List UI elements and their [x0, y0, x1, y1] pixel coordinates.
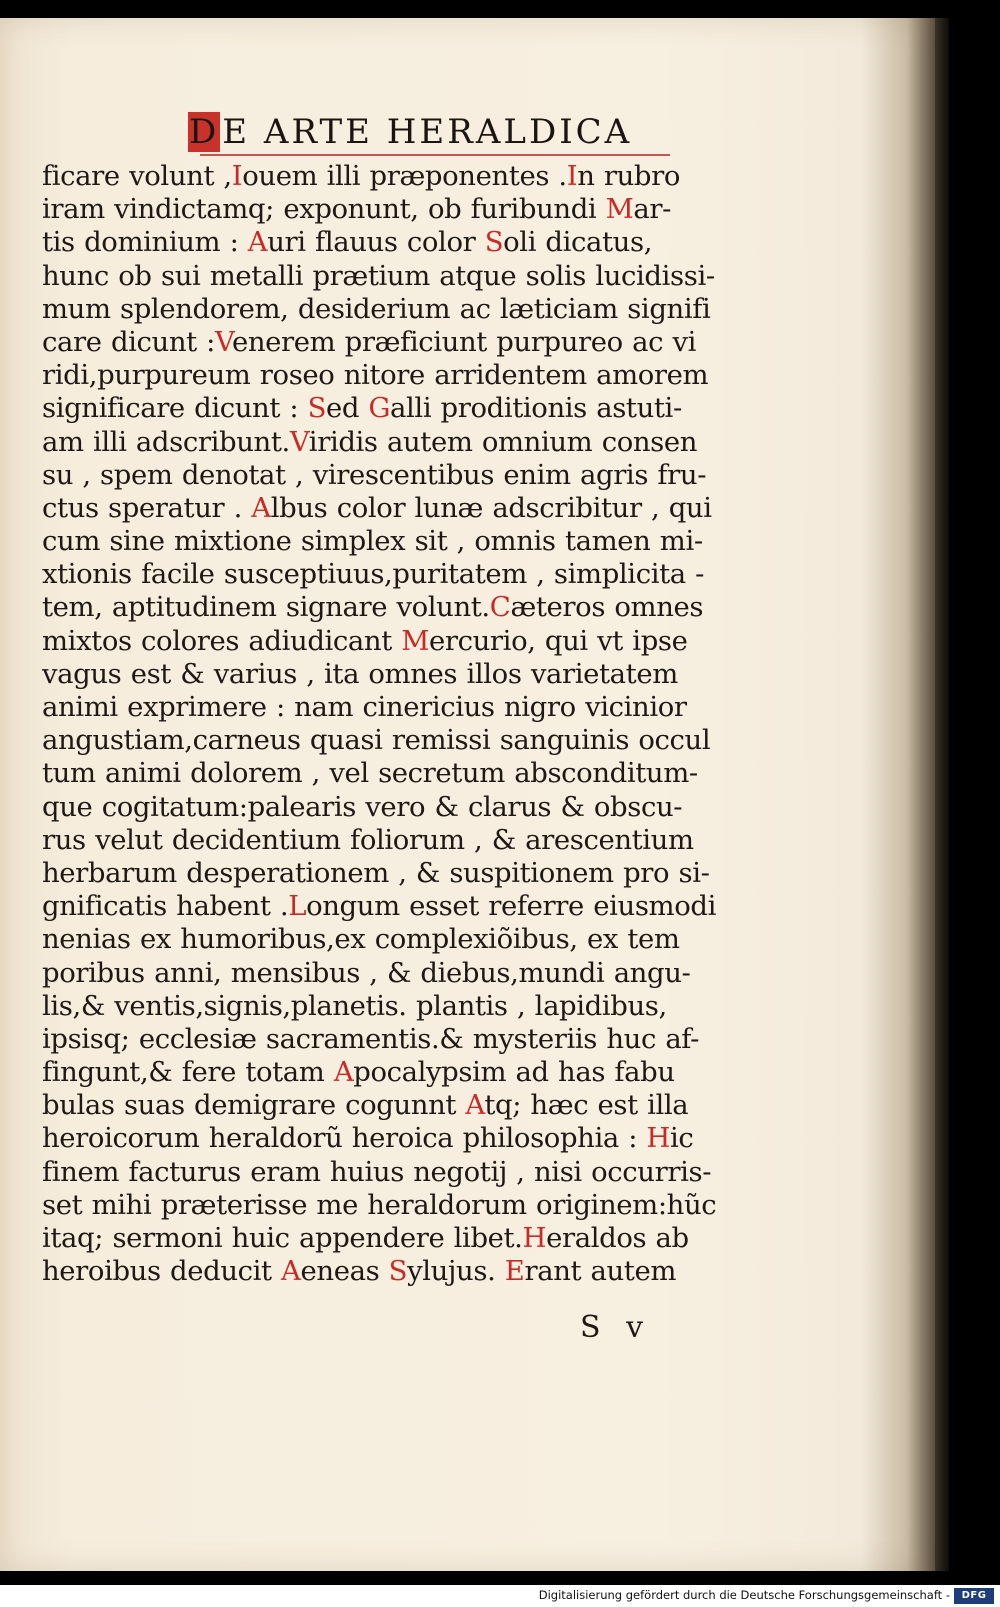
text-run: heroicorum heraldorũ heroica philosophia :	[42, 1122, 647, 1155]
text-run: significare dicunt :	[42, 392, 308, 425]
text-run: lis,& ventis,signis,planetis. plantis , lapidibus,	[42, 989, 667, 1022]
text-line	[42, 492, 732, 525]
text-line	[42, 293, 732, 326]
running-head	[188, 112, 668, 156]
rubricated-initial: S	[484, 226, 504, 259]
text-line	[42, 757, 732, 790]
text-line	[42, 1122, 732, 1155]
text-run: ipsisq; ecclesiæ sacramentis.& mysteriis huc af-	[42, 1022, 699, 1055]
text-run: oli dicatus,	[503, 226, 653, 259]
text-line	[42, 957, 732, 990]
text-line	[42, 658, 732, 691]
text-run: vagus est & varius , ita omnes illos varietatem	[42, 657, 678, 690]
rubricated-initial: A	[465, 1089, 485, 1122]
text-run: æteros omnes	[510, 591, 704, 624]
text-run: su , spem denotat , virescentibus enim agris fru-	[42, 458, 707, 491]
text-line	[42, 1056, 732, 1089]
body-text	[42, 160, 732, 1288]
rubricated-initial: I	[566, 160, 578, 192]
text-line	[42, 558, 732, 591]
text-line	[42, 1189, 732, 1222]
text-run: mixtos colores adiudicant	[42, 624, 402, 657]
text-run: uri flauus color	[267, 226, 485, 259]
text-line	[42, 392, 732, 425]
text-line	[42, 1222, 732, 1255]
text-run: rus velut decidentium foliorum , & arescentium	[42, 823, 694, 856]
text-run: am illi adscribunt.	[42, 425, 290, 458]
text-line	[42, 193, 732, 226]
rubricated-initial: S	[307, 392, 327, 425]
text-run: ar-	[633, 193, 672, 226]
text-run: herbarum desperationem , & suspitionem pro si-	[42, 856, 710, 889]
text-run: iridis autem omnium consen	[308, 425, 698, 458]
text-line	[42, 990, 732, 1023]
rubricated-initial: A	[247, 226, 268, 259]
text-run: angustiam,carneus quasi remissi sanguinis occul	[42, 724, 711, 757]
text-run: pocalypsim ad has fabu	[353, 1056, 675, 1089]
running-head-text: E ARTE HERALDICA	[222, 112, 633, 152]
text-run: cum sine mixtione simplex sit , omnis tamen mi-	[42, 525, 703, 558]
text-run: tis dominium :	[42, 226, 248, 259]
text-run: finem facturus eram huius negotij , nisi occurris-	[42, 1155, 712, 1188]
text-run: ylujus.	[407, 1255, 505, 1288]
text-run: nenias ex humoribus,ex complexiõibus, ex tem	[42, 923, 680, 956]
text-line	[42, 260, 732, 293]
text-line	[42, 525, 732, 558]
rubricated-initial: I	[231, 160, 243, 192]
text-run: ficare volunt ,	[42, 160, 232, 192]
rubricated-initial: G	[368, 392, 391, 425]
rubricated-initial: L	[288, 890, 307, 923]
text-run: ed	[326, 392, 369, 425]
text-line	[42, 824, 732, 857]
running-head-initial: D	[189, 112, 220, 152]
digitization-footer	[0, 1585, 1000, 1607]
rubricated-initial: E	[504, 1255, 525, 1288]
text-run: care dicunt :	[42, 325, 216, 358]
footer-credit: Digitalisierung gefördert durch die Deutsche Forschungsgemeinschaft -	[538, 1588, 950, 1602]
text-line	[42, 791, 732, 824]
text-run: eneas	[300, 1255, 389, 1288]
text-run: enerem præficiunt purpureo ac vi	[231, 325, 697, 358]
rubricated-initial: A	[251, 491, 271, 524]
text-run: xtionis facile susceptiuus,puritatem , simplicita -	[42, 558, 704, 591]
text-line	[42, 459, 732, 492]
text-run: animi exprimere : nam cinericius nigro vicinior	[42, 691, 687, 723]
rubricated-initial: H	[646, 1122, 670, 1155]
text-line	[42, 426, 732, 459]
text-run: gnificatis habent .	[42, 890, 289, 923]
running-head-rule	[200, 154, 670, 156]
text-line	[42, 160, 732, 193]
text-line	[42, 857, 732, 890]
text-run: ouem illi præponentes .	[242, 160, 567, 192]
rubricated-initial: S	[388, 1255, 408, 1288]
signature-mark: S v	[580, 1310, 652, 1345]
text-line	[42, 691, 732, 724]
text-run: heroibus deducit	[42, 1255, 282, 1288]
text-line	[42, 326, 732, 359]
text-run: tq; hæc est illa	[484, 1089, 689, 1122]
text-run: set mihi præterisse me heraldorum originem:hũc	[42, 1188, 717, 1221]
text-run: lbus color lunæ adscribitur , qui	[270, 491, 712, 524]
text-run: tum animi dolorem , vel secretum absconditum-	[42, 757, 698, 790]
text-line	[42, 923, 732, 956]
text-run: que cogitatum:palearis vero & clarus & obscu-	[42, 790, 683, 823]
text-run: iram vindictamq; exponunt, ob furibundi	[42, 193, 606, 226]
text-line	[42, 1089, 732, 1122]
text-line	[42, 1023, 732, 1056]
rubricated-initial: A	[281, 1255, 301, 1288]
rubricated-initial: C	[489, 591, 511, 624]
text-run: ercurio, qui vt ipse	[429, 624, 688, 657]
text-line	[42, 625, 732, 658]
rubricated-initial: M	[605, 193, 634, 226]
text-run: mum splendorem, desiderium ac læticiam signifi	[42, 292, 711, 325]
text-line	[42, 1156, 732, 1189]
text-run: rant autem	[524, 1255, 677, 1288]
text-line	[42, 591, 732, 624]
text-run: itaq; sermoni huic appendere libet.	[42, 1222, 523, 1254]
text-run: ctus speratur .	[42, 491, 252, 524]
text-line	[42, 226, 732, 259]
text-line	[42, 890, 732, 923]
text-run: n rubro	[577, 160, 681, 192]
text-line	[42, 724, 732, 757]
text-run: bulas suas demigrare cogunnt	[42, 1089, 466, 1122]
text-run: poribus anni, mensibus , & diebus,mundi angu-	[42, 956, 691, 989]
text-run: alli proditionis astuti-	[390, 392, 682, 425]
rubricated-initial: A	[333, 1056, 354, 1089]
text-run: fingunt,& fere totam	[42, 1056, 334, 1089]
rubricated-initial: H	[522, 1222, 547, 1254]
text-run: ic	[670, 1122, 694, 1155]
rubricated-initial: V	[289, 425, 309, 458]
rubricated-initial: M	[401, 624, 429, 657]
page-edge-shadow	[935, 18, 949, 1571]
text-run: tem, aptitudinem signare volunt.	[42, 591, 490, 624]
dfg-logo: DFG	[954, 1588, 994, 1604]
text-run: ridi,purpureum roseo nitore arridentem amorem	[42, 359, 709, 392]
text-line	[42, 359, 732, 392]
text-run: eraldos ab	[546, 1222, 689, 1254]
rubricated-initial: V	[215, 325, 232, 358]
text-line	[42, 1255, 732, 1288]
text-run: hunc ob sui metalli prætium atque solis lucidissi-	[42, 259, 715, 292]
text-run: ongum esset referre eiusmodi	[306, 890, 716, 923]
